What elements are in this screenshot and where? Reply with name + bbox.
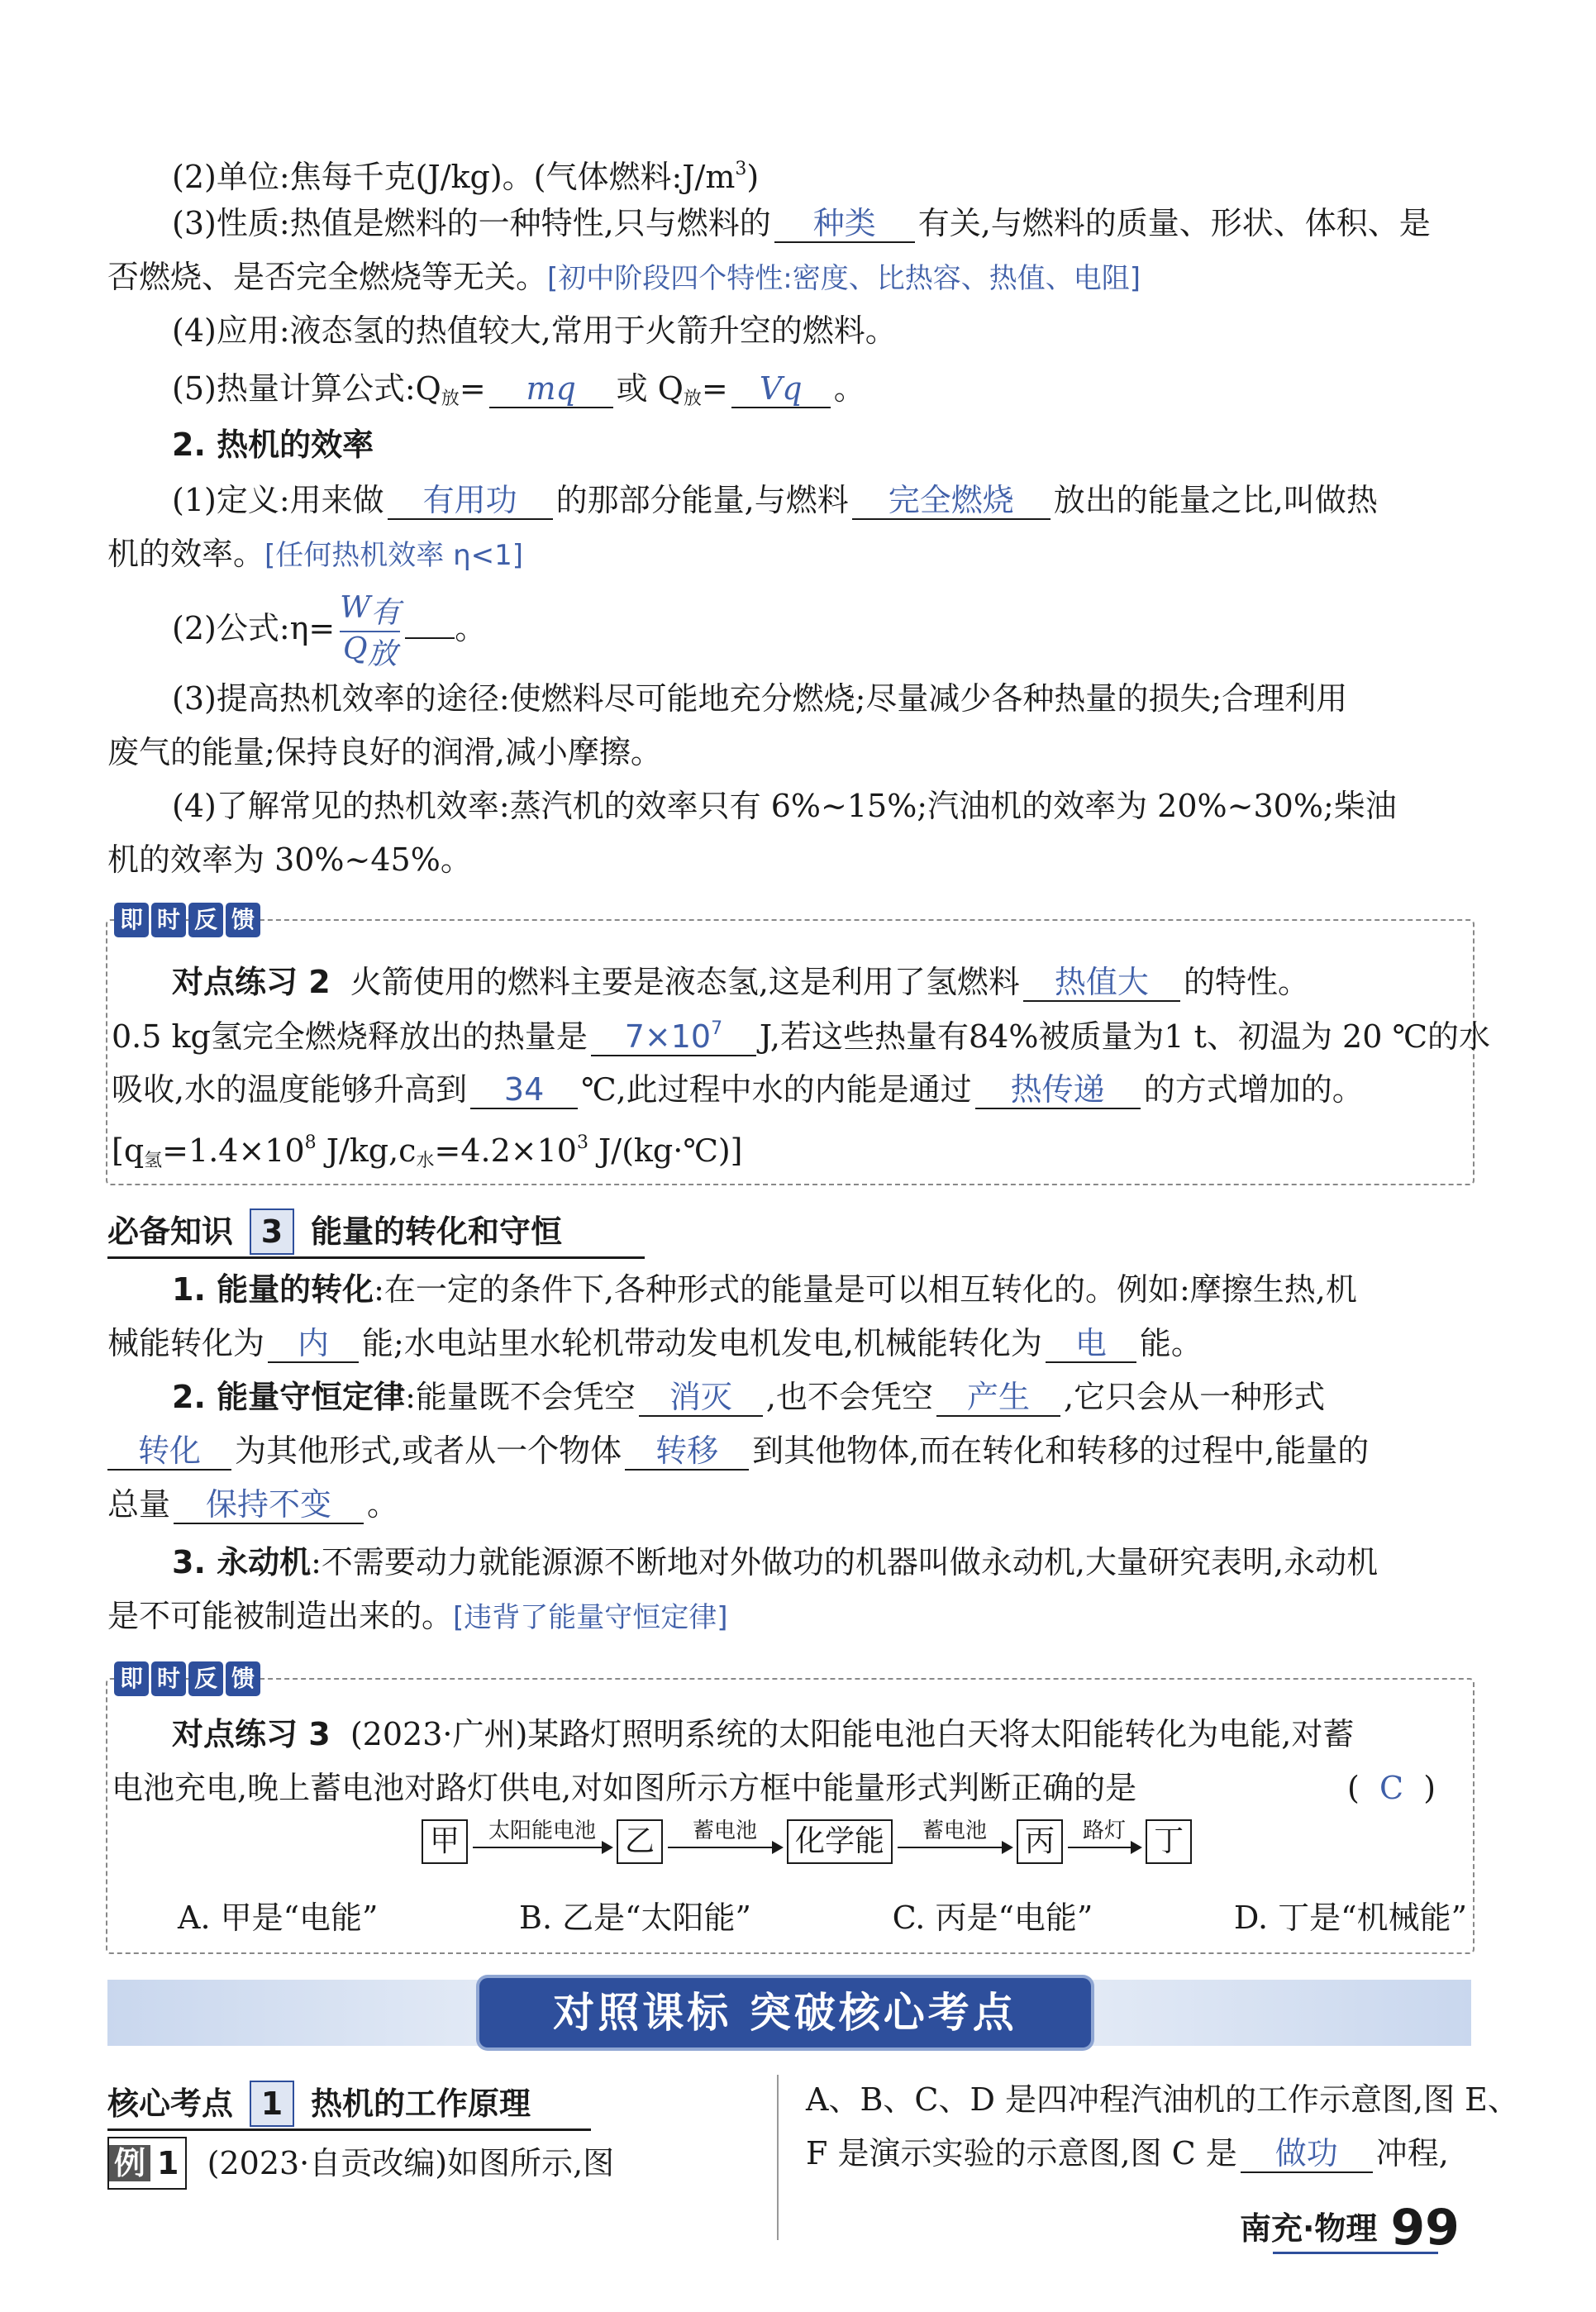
- formula-line: (2)公式:η= $\frac{\text{W有}}{\text{Q放}}$ 。: [172, 590, 487, 671]
- exercise-line: 对点练习 3 (2023·广州)某路灯照明系统的太阳能电池白天将太阳能转化为电能,对蓄: [172, 1716, 1355, 1752]
- text-line: 3. 永动机:不需要动力就能源源不断地对外做功的机器叫做永动机,大量研究表明,永动机: [172, 1544, 1379, 1580]
- answer-blank: 完全燃烧: [852, 482, 1051, 520]
- example-line: 例 1 (2023·自贡改编)如图所示,图: [107, 2137, 769, 2190]
- text-line: 总量 保持不变 。: [107, 1486, 399, 1523]
- flow-arrow: 路灯: [1063, 1817, 1146, 1866]
- right-column-line: A、B、C、D 是四冲程汽油机的工作示意图,图 E、: [806, 2081, 1519, 2118]
- flow-arrow: 蓄电池: [663, 1817, 787, 1866]
- exercise-line: [$q_氢=1.4\times 10^8$ $J/kg,c_水=4.2\times 10^3$ J/(kg·℃)]: [112, 1132, 743, 1171]
- margin-note: [任何热机效率 η<1]: [264, 539, 524, 572]
- answer-blank: 电: [1046, 1325, 1136, 1363]
- flow-node: 甲: [422, 1819, 468, 1864]
- answer-blank: 消灭: [639, 1379, 763, 1417]
- exercise-title: 对点练习 3: [172, 1716, 331, 1752]
- answer-blank: 种类: [774, 205, 915, 243]
- answer-blank: 做功: [1241, 2135, 1373, 2173]
- answer-blank: Vq: [731, 370, 831, 408]
- option-d: D. 丁是“机械能”: [1233, 1900, 1467, 1936]
- answer-blank: mq: [489, 370, 613, 408]
- text-line: 机的效率为 30%~45%。: [107, 841, 472, 878]
- exercise-line: 0.5 kg氢完全燃烧释放出的热量是 $7\times 10^7$ J,若这些热量有84%被质量为1 t、初温为 20 ℃的水: [112, 1011, 1475, 1061]
- answer-blank: 转化: [107, 1432, 231, 1471]
- flow-node: 乙: [617, 1819, 663, 1864]
- text-line: 否燃烧、是否完全燃烧等无关。[初中阶段四个特性:密度、比热容、热值、电阻]: [107, 259, 1141, 295]
- flow-arrow: 蓄电池: [893, 1817, 1017, 1866]
- efficiency-fraction: $\frac{\text{W有}}{\text{Q放}}$: [340, 590, 401, 671]
- text-line: 1. 能量的转化:在一定的条件下,各种形式的能量是可以相互转化的。例如:摩擦生热,机: [172, 1271, 1357, 1308]
- margin-note: [初中阶段四个特性:密度、比热容、热值、电阻]: [547, 262, 1141, 295]
- page-footer: [1240, 2199, 1460, 2257]
- section-heading: 必备知识 3 能量的转化和守恒: [107, 1207, 645, 1259]
- exercise-line: 对点练习 2 火箭使用的燃料主要是液态氢,这是利用了氢燃料 热值大 的特性。: [172, 964, 1309, 1000]
- exercise-title: 对点练习 2: [172, 964, 331, 1000]
- text-line: (2)单位:焦每千克(J/kg)。(气体燃料$:J/m^3$): [172, 159, 760, 195]
- answer-blank: 转移: [625, 1432, 749, 1471]
- answer-blank: 热传递: [975, 1071, 1141, 1109]
- text-line: 废气的能量;保持良好的润滑,减小摩擦。: [107, 734, 662, 770]
- options-row: [178, 1893, 1467, 1943]
- text-line: (4)应用:液态氢的热值较大,常用于火箭升空的燃料。: [172, 312, 897, 349]
- flow-arrow: 太阳能电池: [468, 1817, 617, 1866]
- answer-blank: 热值大: [1023, 964, 1180, 1002]
- flow-node: 化学能: [787, 1819, 893, 1864]
- flow-node: 丁: [1146, 1819, 1192, 1864]
- feedback-tag: 即 时 反 馈: [114, 903, 260, 937]
- answer-blank: $7\times 10^7$: [591, 1011, 756, 1056]
- subheading: 2. 热机的效率: [172, 427, 374, 463]
- text-line: 机的效率。[任何热机效率 η<1]: [107, 536, 524, 572]
- answer-blank: 产生: [936, 1379, 1060, 1417]
- book-title: 南充·物理: [1240, 2210, 1378, 2247]
- energy-flow-diagram: [422, 1817, 1192, 1866]
- text-line: 2. 能量守恒定律:能量既不会凭空 消灭 ,也不会凭空 产生 ,它只会从一种形式: [172, 1379, 1326, 1415]
- answer-bracket: ( C ): [1347, 1770, 1436, 1806]
- margin-note: [违背了能量守恒定律]: [453, 1601, 728, 1634]
- option-c: C. 丙是“电能”: [892, 1900, 1093, 1936]
- text-line: 转化 为其他形式,或者从一个物体 转移 到其他物体,而在转化和转移的过程中,能量的: [107, 1426, 1471, 1475]
- text-line: (3)提高热机效率的途径:使燃料尽可能地充分燃烧;尽量减少各种热量的损失;合理利用: [172, 680, 1348, 717]
- flow-node: 丙: [1017, 1819, 1063, 1864]
- text-line: 是不可能被制造出来的。[违背了能量守恒定律]: [107, 1598, 728, 1634]
- answer-blank: 34: [470, 1071, 578, 1109]
- exercise-line: 电池充电,晚上蓄电池对路灯供电,对如图所示方框中能量形式判断正确的是: [112, 1770, 1137, 1806]
- example-label: 例 1: [107, 2137, 187, 2190]
- answer-blank: 内: [268, 1325, 359, 1363]
- text-line: (4)了解常见的热机效率:蒸汽机的效率只有 6%~15%;汽油机的效率为 20%~30%;柴油: [172, 788, 1397, 824]
- formula-line: (5)热量计算公式$:Q_放=$ mq 或 $Q_放= Vq$ 。: [172, 370, 865, 409]
- column-divider: [777, 2075, 779, 2240]
- page-number: 99: [1390, 2199, 1460, 2257]
- text-line: (1)定义:用来做 有用功 的那部分能量,与燃料 完全燃烧 放出的能量之比,叫做热: [172, 482, 1378, 518]
- answer-choice: C: [1379, 1770, 1404, 1806]
- exercise-line: 吸收,水的温度能够升高到 34 ℃,此过程中水的内能是通过 热传递 的方式增加的。: [112, 1071, 1364, 1108]
- feedback-tag: 即 时 反 馈: [114, 1661, 260, 1696]
- option-b: B. 乙是“太阳能”: [519, 1900, 751, 1936]
- answer-blank: 保持不变: [174, 1486, 364, 1524]
- text-line: 械能转化为 内 能;水电站里水轮机带动发电机发电,机械能转化为 电 能。: [107, 1325, 1203, 1361]
- banner-title: 对照课标 突破核心考点: [479, 1978, 1091, 2047]
- core-heading: 核心考点 1 热机的工作原理: [107, 2079, 591, 2131]
- right-column-line: F 是演示实验的示意图,图 C 是 做功 冲程,: [806, 2135, 1449, 2171]
- option-a: A. 甲是“电能”: [178, 1900, 379, 1936]
- text-line: (3)性质:热值是燃料的一种特性,只与燃料的 种类 有关,与燃料的质量、形状、体积、是: [172, 205, 1431, 241]
- answer-blank: 有用功: [388, 482, 553, 520]
